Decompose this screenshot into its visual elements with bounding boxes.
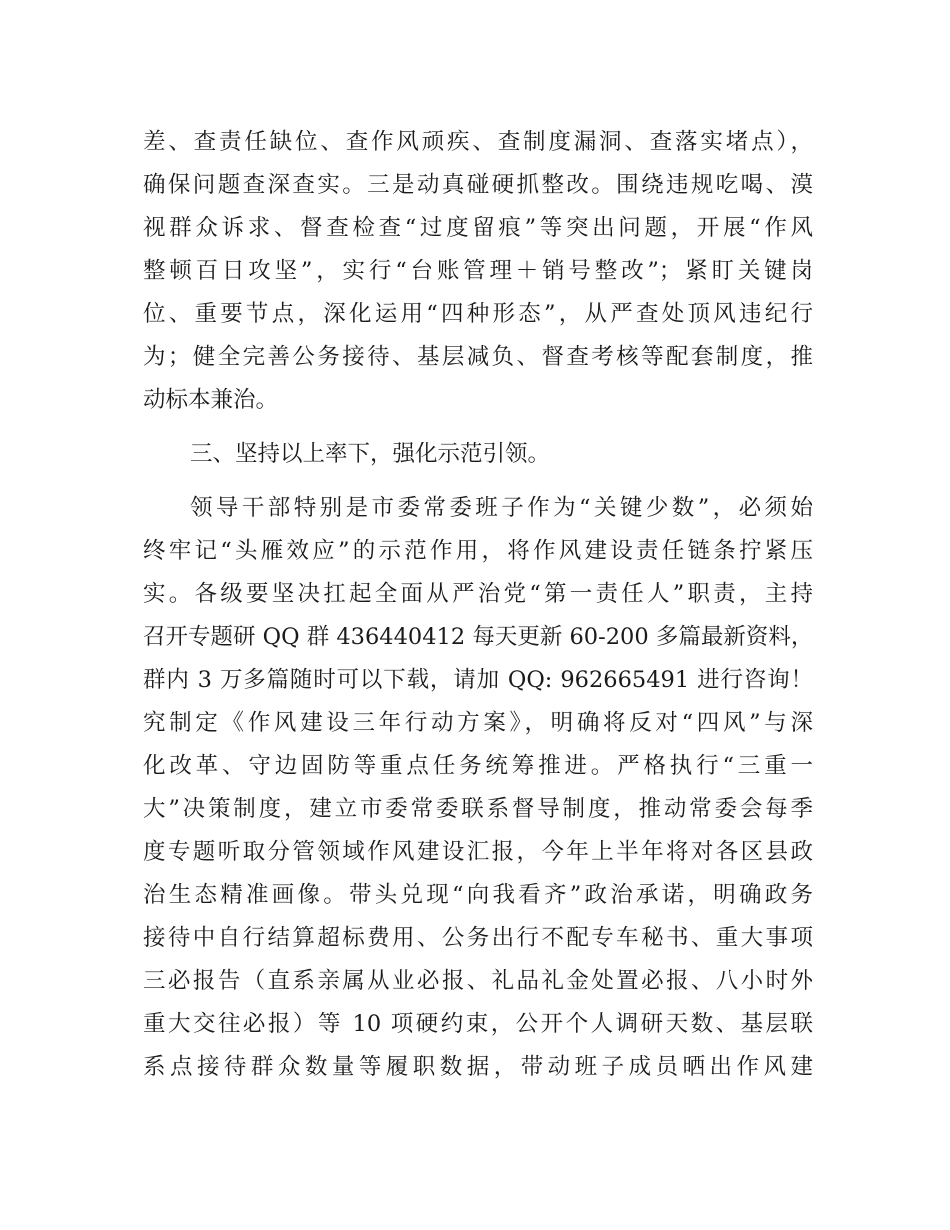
text-line: 终牢记“头雁效应”的示范作用，将作风建设责任链条拧紧压: [143, 538, 813, 564]
text-line: 接待中自行结算超标费用、公务出行不配专车秘书、重大事项: [143, 925, 813, 951]
text-line: 实。各级要坚决扛起全面从严治党“第一责任人”职责，主持: [143, 581, 813, 607]
text-line: 度专题听取分管领域作风建设汇报，今年上半年将对各区县政: [143, 839, 813, 865]
text-line: 差、查责任缺位、查作风顽疾、查制度漏洞、查落实堵点），: [143, 129, 813, 155]
text-line: 召开专题研 QQ 群 436440412 每天更新 60-200 多篇最新资料，: [143, 624, 814, 650]
text-line: 治生态精准画像。带头兑现“向我看齐”政治承诺，明确政务: [143, 882, 813, 908]
text-line: 重大交往必报）等 10 项硬约束，公开个人调研天数、基层联: [143, 1011, 813, 1037]
text-line: 系点接待群众数量等履职数据，带动班子成员晒出作风建: [143, 1054, 813, 1080]
text-line: 位、重要节点，深化运用“四种形态”，从严查处顶风违纪行: [143, 301, 813, 327]
text-line: 视群众诉求、督查检查“过度留痕”等突出问题，开展“作风: [143, 215, 813, 241]
text-line: 三必报告（直系亲属从业必报、礼品礼金处置必报、八小时外: [143, 968, 813, 994]
text-line: 群内 3 万多篇随时可以下载，请加 QQ: 962665491 进行咨询！: [143, 667, 813, 693]
text-line: 化改革、守边固防等重点任务统筹推进。严格执行“三重一: [143, 753, 813, 779]
text-line: 究制定《作风建设三年行动方案》，明确将反对“四风”与深: [143, 710, 813, 736]
text-line: 确保问题查深查实。三是动真碰硬抓整改。围绕违规吃喝、漠: [143, 172, 813, 198]
text-line: 大”决策制度，建立市委常委联系督导制度，推动常委会每季: [143, 796, 813, 822]
section-heading: 三、坚持以上率下，强化示范引领。: [190, 441, 551, 467]
text-line: 整顿百日攻坚”，实行“台账管理＋销号整改”；紧盯关键岗: [143, 258, 813, 284]
text-line: 动标本兼治。: [143, 387, 279, 413]
text-line: 领导干部特别是市委常委班子作为“关键少数”，必须始: [190, 495, 813, 521]
text-line: 为；健全完善公务接待、基层减负、督查考核等配套制度，推: [143, 344, 813, 370]
